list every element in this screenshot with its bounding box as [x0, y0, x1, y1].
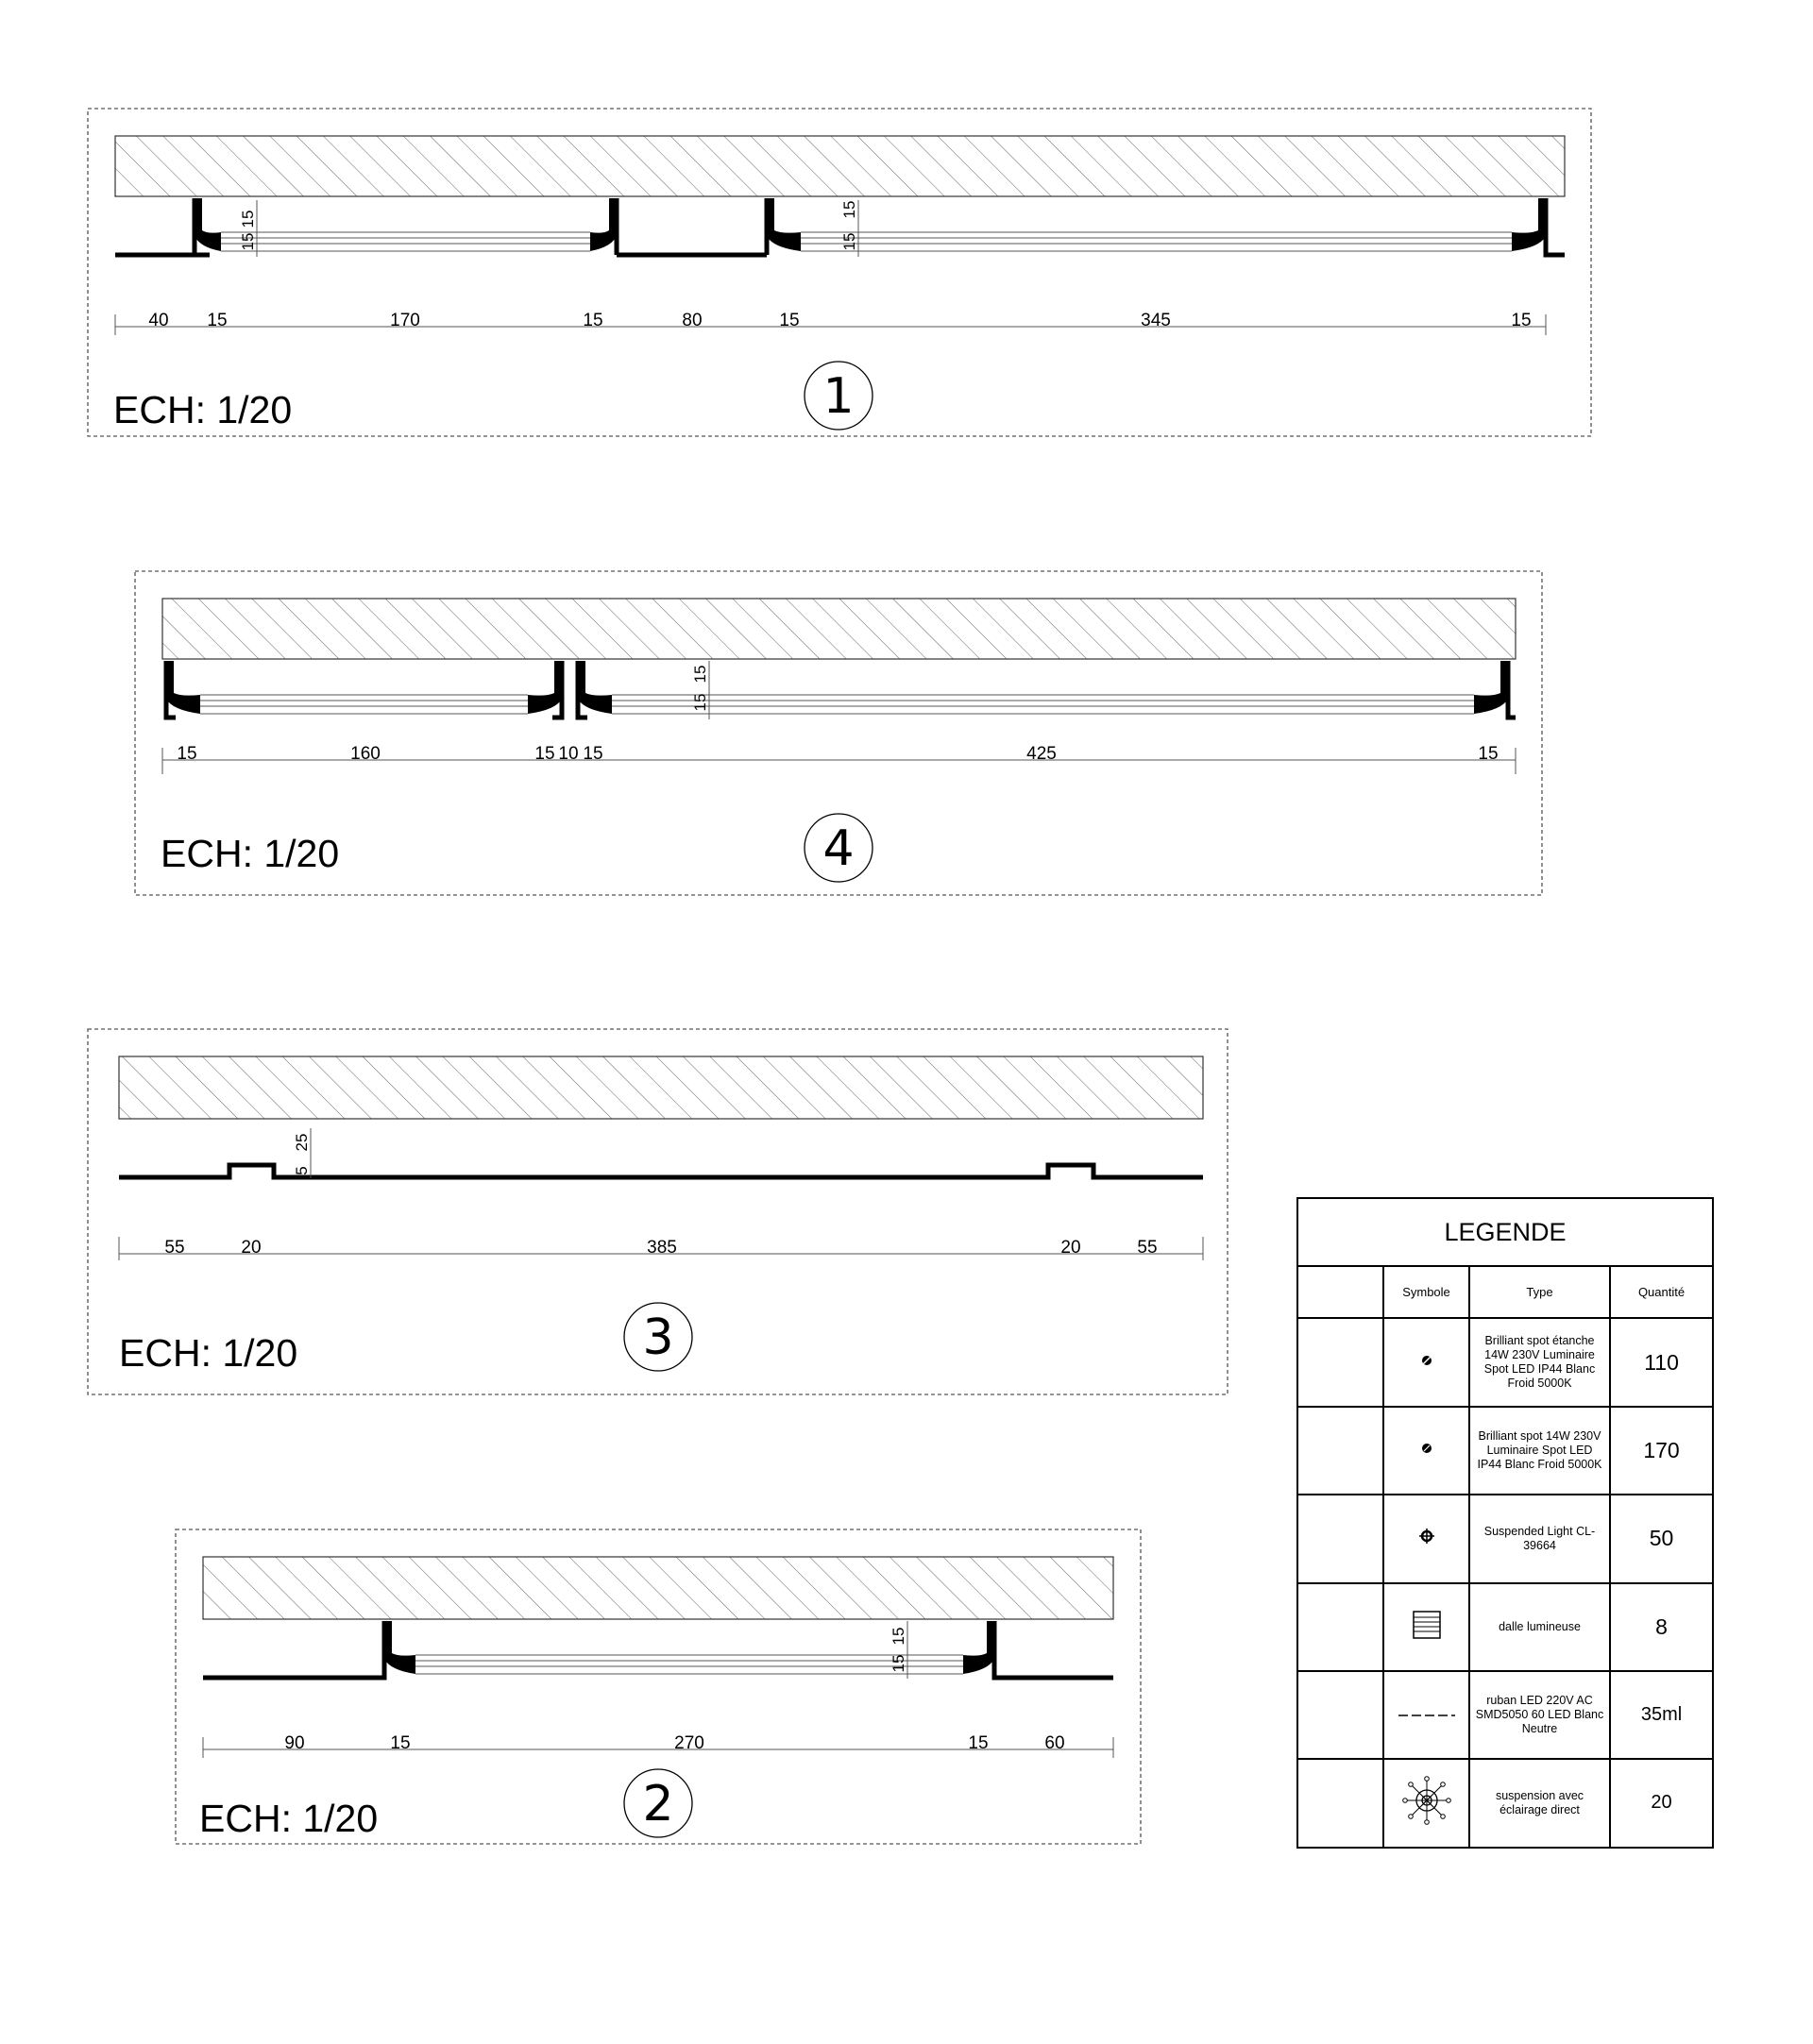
- section-4-slab: [162, 599, 1516, 659]
- section-2-dim-label: 60: [1044, 1733, 1065, 1753]
- section-1-vdim-label: 15: [239, 210, 257, 228]
- section-3-slab: [119, 1056, 1203, 1119]
- section-4-ceiling-right: [1508, 661, 1516, 718]
- section-1-ceiling-mid: [195, 198, 767, 255]
- section-2-dim-label: 15: [390, 1733, 411, 1753]
- section-1-scale-label: ECH: 1/20: [113, 388, 293, 431]
- legend-quantity: 8: [1610, 1583, 1713, 1671]
- legend-type: ruban LED 220V AC SMD5050 60 LED Blanc Neutre: [1469, 1671, 1610, 1759]
- section-4-vdim-label: 15: [691, 665, 709, 684]
- section-2-dim-label: 15: [968, 1733, 989, 1753]
- led-strip-icon: [1398, 1713, 1455, 1718]
- section-2-dim-label: 270: [674, 1733, 704, 1753]
- section-3-ceiling-profile: [119, 1165, 1203, 1177]
- section-1-slab: [115, 136, 1565, 196]
- section-1-recess-b: [801, 232, 1512, 251]
- legend-quantity: 20: [1610, 1759, 1713, 1848]
- section-4-dim-label: 15: [534, 744, 555, 764]
- section-1-ceiling-left: [115, 198, 197, 255]
- section-4-dim-label: 15: [177, 744, 197, 764]
- section-2-cornice-1: [384, 1621, 415, 1674]
- section-4-cornice-4: [1474, 661, 1508, 714]
- section-1-dim-label: 40: [148, 311, 169, 330]
- section-3-dim-label: 385: [647, 1238, 677, 1258]
- legend-type: Brilliant spot 14W 230V Luminaire Spot LED IP44 Blanc Froid 5000K: [1469, 1407, 1610, 1495]
- section-4-dim-label: 10: [558, 744, 579, 764]
- legend-quantity: 50: [1610, 1495, 1713, 1582]
- legend-type: suspension avec éclairage direct: [1469, 1759, 1610, 1848]
- section-1-dim-label: 345: [1141, 311, 1171, 330]
- legend-cell-blank: [1297, 1318, 1383, 1407]
- section-4-vdim-label: 15: [691, 693, 709, 712]
- legend-row: [1297, 1318, 1713, 1407]
- legend-quantity: 110: [1610, 1318, 1713, 1407]
- section-2: [176, 1529, 1141, 1844]
- section-1-dim-label: 15: [207, 311, 228, 330]
- section-4: [135, 571, 1542, 895]
- section-3-marker-label: 3: [642, 1309, 674, 1366]
- legend-header-quantity: Quantité: [1610, 1266, 1713, 1318]
- section-1-dim-label: 80: [682, 311, 703, 330]
- section-4-dim-label: 425: [1026, 744, 1057, 764]
- section-2-vdim-label: 15: [890, 1654, 907, 1673]
- section-1-vdim-label: 15: [239, 232, 257, 251]
- legend-cell-blank: [1297, 1759, 1383, 1848]
- legend-title: LEGENDE: [1297, 1198, 1713, 1266]
- section-4-cornice-1: [166, 661, 200, 714]
- section-3-dim-label: 55: [1137, 1238, 1158, 1258]
- section-3-scale-label: ECH: 1/20: [119, 1331, 298, 1375]
- legend-row: [1297, 1671, 1713, 1759]
- section-1-cornice-1: [195, 198, 221, 251]
- section-3-vdim-label: 25: [293, 1133, 311, 1152]
- legend-header-symbol: Symbole: [1383, 1266, 1469, 1318]
- section-1-dim-label: 15: [779, 311, 800, 330]
- legend-symbol-cell: [1383, 1495, 1469, 1582]
- legend-type: Brilliant spot étanche 14W 230V Luminaire Spot LED IP44 Blanc Froid 5000K: [1469, 1318, 1610, 1407]
- legend-header-type: Type: [1469, 1266, 1610, 1318]
- legend-row: [1297, 1407, 1713, 1495]
- legend-quantity: 35ml: [1610, 1671, 1713, 1759]
- legend-row: [1297, 1759, 1713, 1848]
- section-1-cornice-3: [767, 198, 801, 251]
- section-2-slab: [203, 1557, 1113, 1619]
- section-1-vdim-label: 15: [840, 232, 858, 251]
- section-1-vdim-label: 15: [840, 200, 858, 219]
- legend-symbol-cell: [1383, 1407, 1469, 1495]
- section-4-marker-label: 4: [822, 820, 855, 877]
- legend: [1296, 1197, 1712, 1849]
- legend-symbol-cell: [1383, 1759, 1469, 1848]
- legend-row: [1297, 1583, 1713, 1671]
- legend-cell-blank: [1297, 1671, 1383, 1759]
- section-2-vdim-label: 15: [890, 1627, 907, 1646]
- section-1-cornice-2: [590, 198, 617, 251]
- section-2-marker-label: 2: [642, 1776, 674, 1833]
- section-2-scale-label: ECH: 1/20: [199, 1797, 379, 1840]
- legend-cell-blank: [1297, 1583, 1383, 1671]
- section-1-ceiling-right: [1546, 198, 1565, 255]
- legend-cell-blank: [1297, 1495, 1383, 1582]
- legend-symbol-cell: [1383, 1671, 1469, 1759]
- legend-table: [1296, 1197, 1714, 1849]
- section-2-cornice-2: [963, 1621, 994, 1674]
- legend-symbol-cell: [1383, 1318, 1469, 1407]
- waterproof-spot-icon: [1419, 1353, 1434, 1368]
- chandelier-icon: [1401, 1775, 1452, 1826]
- section-1-marker-label: 1: [822, 368, 855, 425]
- section-3-dim-label: 55: [164, 1238, 185, 1258]
- legend-row: [1297, 1495, 1713, 1582]
- section-2-ceiling-right: [994, 1621, 1113, 1678]
- section-4-recess-b: [612, 695, 1474, 714]
- light-panel-icon: [1413, 1611, 1441, 1639]
- section-4-scale-label: ECH: 1/20: [161, 832, 340, 875]
- section-4-dim-label: 160: [350, 744, 381, 764]
- legend-type: Suspended Light CL-39664: [1469, 1495, 1610, 1582]
- section-2-ceiling-left: [203, 1621, 384, 1678]
- section-1-dim-label: 170: [390, 311, 420, 330]
- legend-quantity: 170: [1610, 1407, 1713, 1495]
- suspended-light-icon: [1417, 1527, 1436, 1546]
- section-2-dim-label: 90: [284, 1733, 305, 1753]
- section-4-recess-a: [200, 695, 528, 714]
- section-3: [88, 1029, 1228, 1394]
- spot-icon: [1419, 1441, 1434, 1456]
- section-1-cornice-4: [1512, 198, 1546, 251]
- section-1-dim-label: 15: [1511, 311, 1532, 330]
- legend-symbol-cell: [1383, 1583, 1469, 1671]
- legend-cell-blank: [1297, 1407, 1383, 1495]
- legend-header-blank: [1297, 1266, 1383, 1318]
- legend-type: dalle lumineuse: [1469, 1583, 1610, 1671]
- section-1-dim-label: 15: [583, 311, 603, 330]
- section-3-dim-label: 20: [1060, 1238, 1081, 1258]
- section-4-cornice-3: [578, 661, 612, 714]
- section-4-dim-label: 15: [1478, 744, 1499, 764]
- section-4-cornice-2: [528, 661, 562, 714]
- section-3-dim-label: 20: [241, 1238, 262, 1258]
- section-1-recess-a: [221, 232, 590, 251]
- section-2-recess: [415, 1655, 963, 1674]
- section-1: [88, 109, 1591, 436]
- section-4-dim-label: 15: [583, 744, 603, 764]
- section-3-vdim-label: 5: [293, 1166, 311, 1175]
